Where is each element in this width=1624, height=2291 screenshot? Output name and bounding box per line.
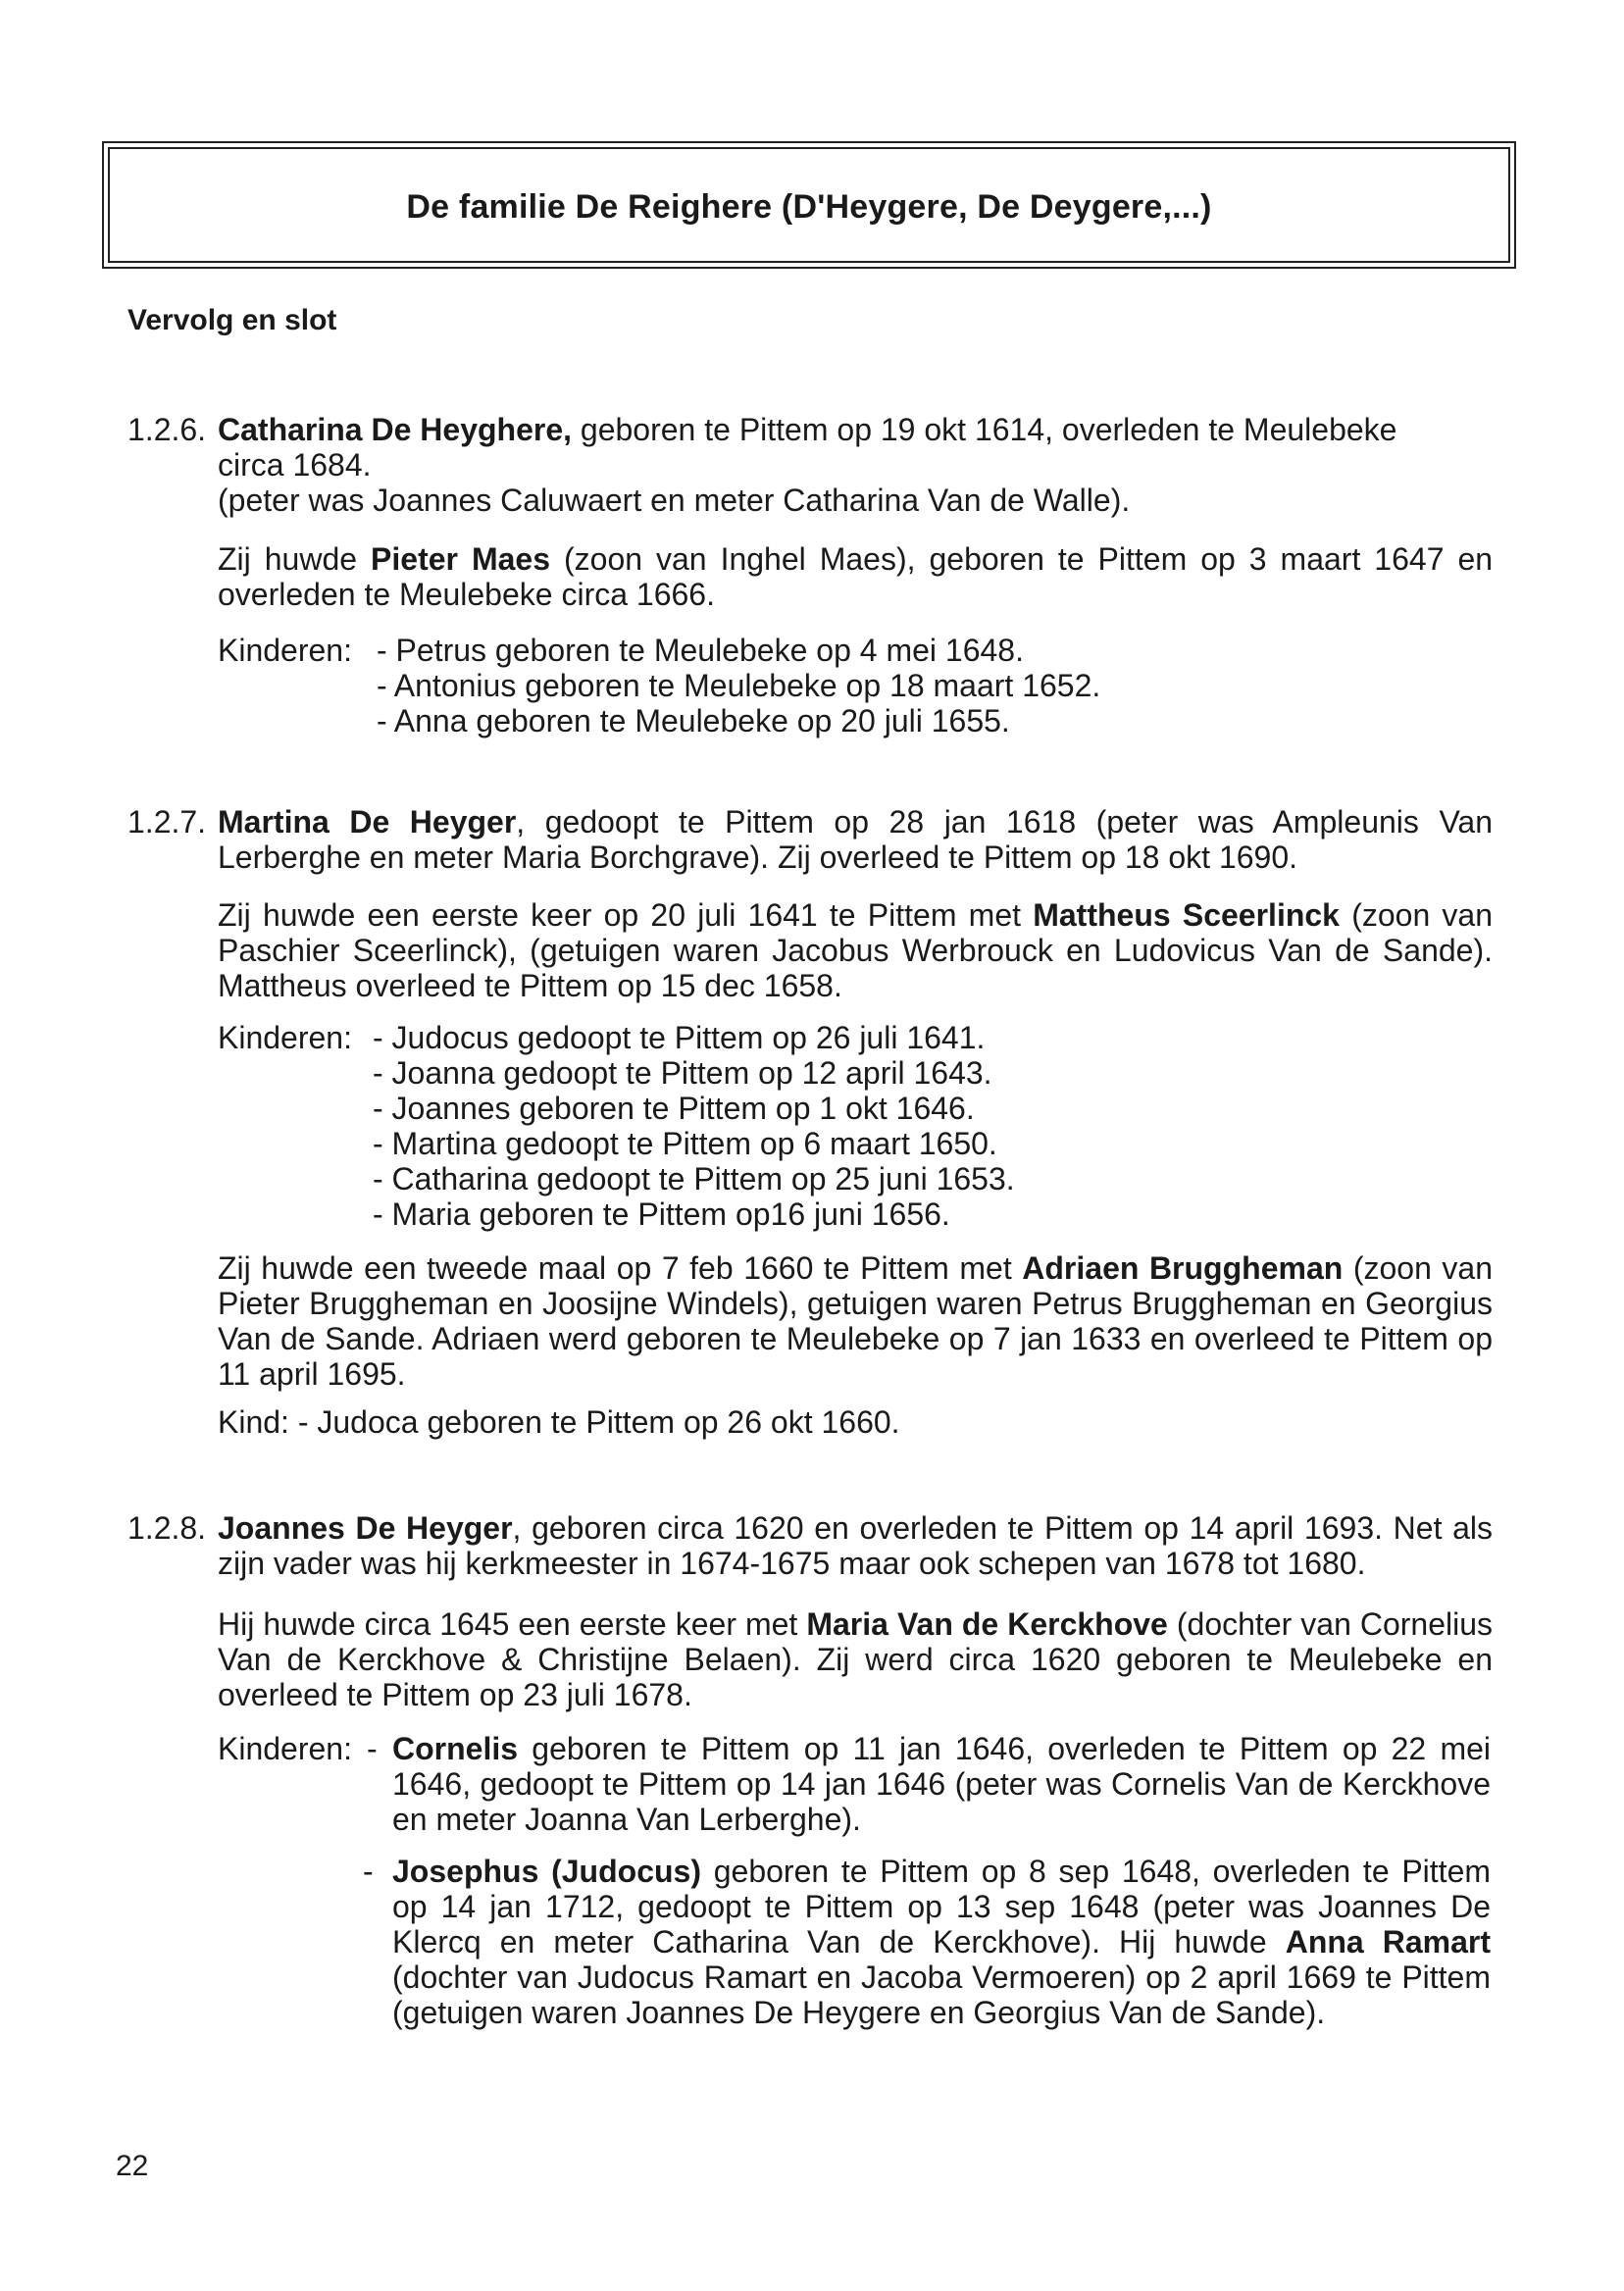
list-item: - Joannes geboren te Pittem op 1 okt 1646. xyxy=(373,1091,975,1126)
entry-number: 1.2.7. xyxy=(127,804,207,840)
child-text: geboren te Pittem op 11 jan 1646, overleden te Pittem op 22 mei 1646, gedoopt te Pittem op 14 jan 1646 (peter was Cornelis Van de Kerckhove en meter Joanna Van Lerberghe). xyxy=(392,1731,1492,1837)
marriage-paragraph xyxy=(218,1250,1493,1392)
entry-intro-text: , gedoopt te Pittem op 28 jan 1618 (peter was Ampleunis Van Lerberghe en meter Maria Borchgrave). Zij overleed te Pittem op 18 okt 1690. xyxy=(218,804,1494,875)
marriage-paragraph xyxy=(218,541,1493,612)
entry-intro-line3: (peter was Joannes Caluwaert en meter Catharina Van de Walle). xyxy=(218,483,1131,518)
section-subtitle: Vervolg en slot xyxy=(127,304,337,336)
list-item: - Anna geboren te Meulebeke op 20 juli 1655. xyxy=(377,703,1010,738)
list-item: - Antonius geboren te Meulebeke op 18 maart 1652. xyxy=(377,668,1101,703)
child-name: Cornelis xyxy=(392,1731,519,1766)
list-item: - Martina gedoopt te Pittem op 6 maart 1650. xyxy=(373,1126,997,1161)
list-item: - Judoca geboren te Pittem op 26 okt 1660. xyxy=(297,1404,900,1440)
list-item: - Petrus geboren te Meulebeke op 4 mei 1648. xyxy=(377,633,1024,668)
marriage-paragraph xyxy=(218,897,1493,1003)
spouse-name: Adriaen Bruggheman xyxy=(1022,1250,1344,1286)
page-number: 22 xyxy=(116,2150,149,2182)
entry-number: 1.2.8. xyxy=(127,1510,207,1546)
entry-intro xyxy=(218,804,1493,875)
child-line xyxy=(218,1404,1493,1440)
person-name: Catharina De Heyghere, xyxy=(218,412,573,447)
person-name: Joannes De Heyger xyxy=(218,1510,513,1546)
child-paragraph xyxy=(392,1731,1491,1837)
entry-number: 1.2.6. xyxy=(127,412,207,447)
entry-intro-line2: circa 1684. xyxy=(218,447,372,483)
marriage-text: Zij huwde een eerste keer op 20 juli 1641 te Pittem met xyxy=(218,897,1022,933)
children-list xyxy=(377,633,1100,738)
list-item: - Judocus gedoopt te Pittem op 26 juli 1641. xyxy=(373,1020,986,1055)
child-dash: - xyxy=(367,1731,378,1766)
marriage-text: (zoon van Inghel Maes), geboren te Pittem op 3 maart 1647 en overleden te Meulebeke circa 1666. xyxy=(218,541,1494,612)
spouse-name: Mattheus Sceerlinck xyxy=(1033,897,1340,933)
children-label: Kinderen: xyxy=(218,1731,352,1766)
child-text: (dochter van Judocus Ramart en Jacoba Vermoeren) op 2 april 1669 te Pittem (getuigen waren Joannes De Heygere en Georgius Van de Sande). xyxy=(392,1960,1491,2030)
children-label: Kinderen: xyxy=(218,1020,352,1055)
marriage-text: (zoon van Pieter Bruggheman en Joosijne Windels), getuigen waren Petrus Bruggheman en Georgius Van de Sande. Adriaen werd geboren te Meulebeke op 7 jan 1633 en overleed te Pittem op 11 april 1695. xyxy=(218,1250,1494,1392)
child-dash: - xyxy=(363,1854,374,1889)
children-list xyxy=(373,1020,1015,1232)
marriage-text: (dochter van Cornelius Van de Kerckhove & Christijne Belaen). Zij werd circa 1620 geboren te Meulebeke en overleed te Pittem op 23 juli 1678. xyxy=(218,1606,1494,1712)
spouse-name: Maria Van de Kerckhove xyxy=(806,1606,1168,1642)
marriage-text: Zij huwde xyxy=(218,541,358,577)
spouse-name: Pieter Maes xyxy=(371,541,550,577)
person-name: Martina De Heyger xyxy=(218,804,517,840)
entry-intro-text: geboren te Pittem op 19 okt 1614, overleden te Meulebeke xyxy=(580,412,1397,447)
entry-intro xyxy=(218,1510,1493,1581)
list-item: - Catharina gedoopt te Pittem op 25 juni 1653. xyxy=(373,1161,1015,1196)
marriage-text: (zoon van Paschier Sceerlinck), (getuigen waren Jacobus Werbrouck en Ludovicus Van de Sande). Mattheus overleed te Pittem op 15 dec 1658. xyxy=(218,897,1494,1003)
marriage-text: Zij huwde een tweede maal op 7 feb 1660 te Pittem met xyxy=(218,1250,1012,1286)
list-item: - Maria geboren te Pittem op16 juni 1656. xyxy=(373,1196,950,1232)
child-name: Josephus (Judocus) xyxy=(392,1854,701,1889)
child-label: Kind: xyxy=(218,1404,289,1440)
child-text: geboren te Pittem op 8 sep 1648, overleden te Pittem op 14 jan 1712, gedoopt te Pittem op 13 sep 1648 (peter was Joannes De Klercq en meter Catharina Van de Kerckhove). Hij huwde xyxy=(392,1854,1492,1960)
title-box xyxy=(108,147,1510,263)
list-item: - Joanna gedoopt te Pittem op 12 april 1643. xyxy=(373,1055,992,1091)
entry-intro-text: , geboren circa 1620 en overleden te Pittem op 14 april 1693. Net als zijn vader was hij kerkmeester in 1674-1675 maar ook schepen van 1678 tot 1680. xyxy=(218,1510,1494,1581)
page-title: De familie De Reighere (D'Heygere, De Deygere,...) xyxy=(406,188,1212,226)
spouse-name: Anna Ramart xyxy=(1285,1924,1492,1960)
entry-intro xyxy=(218,412,1493,447)
marriage-paragraph xyxy=(218,1606,1493,1712)
marriage-text: Hij huwde circa 1645 een eerste keer met xyxy=(218,1606,798,1642)
children-label: Kinderen: xyxy=(218,633,352,668)
child-paragraph xyxy=(392,1854,1491,2030)
